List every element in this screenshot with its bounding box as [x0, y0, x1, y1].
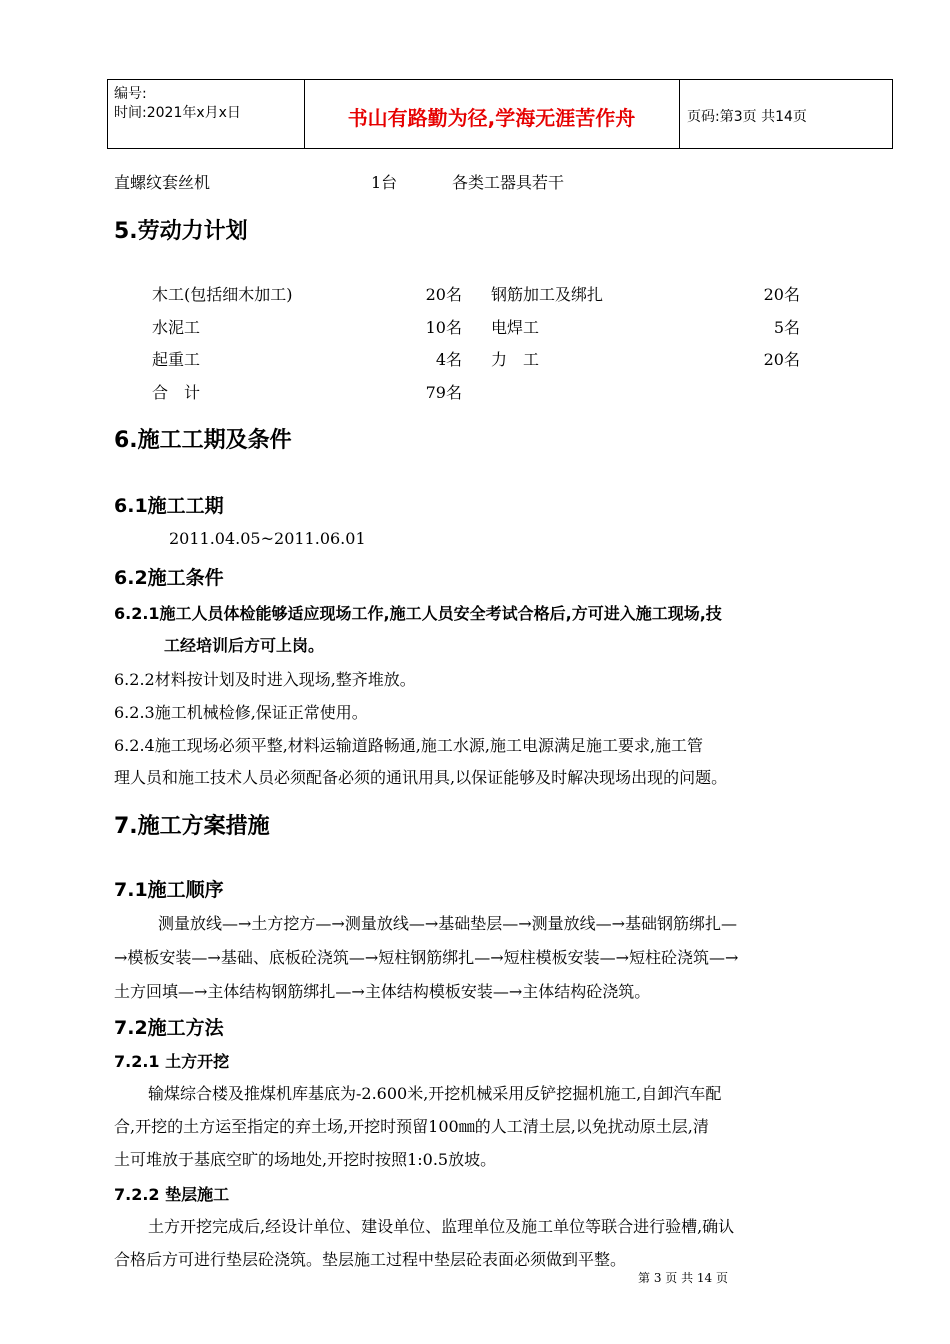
condition-item-1-line2: 工经培训后方可上岗。 [164, 636, 325, 655]
condition-item-3: 6.2.3施工机械检修,保证正常使用。 [114, 703, 368, 722]
labor-left-count: 20名 [425, 285, 462, 304]
labor-total-label: 合 计 [152, 383, 201, 402]
section7-2-2-title: 7.2.2 垫层施工 [114, 1185, 230, 1204]
labor-left-name: 起重工 [152, 350, 201, 369]
sequence-line-2: →模板安装—→基础、底板砼浇筑—→短柱钢筋绑扎—→短柱模板安装—→短柱砼浇筑—→ [114, 948, 739, 967]
equipment-tools: 各类工器具若干 [452, 173, 565, 192]
equipment-count: 1台 [371, 173, 398, 192]
motto-text: 书山有路勤为径,学海无涯苦作舟 [347, 106, 636, 130]
section7-2-1-title: 7.2.1 土方开挖 [114, 1052, 230, 1071]
sequence-line-3: 土方回填—→主体结构钢筋绑扎—→主体结构模板安装—→主体结构砼浇筑。 [114, 982, 651, 1001]
header-motto-cell [304, 80, 680, 148]
excavation-line-2: 合,开挖的土方运至指定的弃土场,开挖时预留100㎜的人工清土层,以免扰动原土层,清 [114, 1117, 709, 1136]
excavation-line-3: 土可堆放于基底空旷的场地处,开挖时按照1:0.5放坡。 [114, 1150, 497, 1169]
section7-1-title: 7.1施工顺序 [114, 879, 224, 901]
labor-left-name: 水泥工 [152, 318, 201, 337]
section6-2-title: 6.2施工条件 [114, 567, 224, 589]
time-label: 时间:2021年x月x日 [114, 105, 241, 121]
labor-total-count: 79名 [425, 383, 462, 402]
header-meta-cell [108, 80, 305, 148]
labor-right-name: 电焊工 [491, 318, 540, 337]
labor-right-count: 20名 [763, 350, 800, 369]
number-label: 编号: [114, 86, 147, 102]
page-label: 页码:第3页 共14页 [687, 109, 807, 125]
section6-1-title: 6.1施工工期 [114, 495, 224, 517]
condition-item-4-line1: 6.2.4施工现场必须平整,材料运输道路畅通,施工水源,施工电源满足施工要求,施工管 [114, 736, 704, 755]
section7-2-title: 7.2施工方法 [114, 1017, 224, 1039]
header-table [107, 79, 893, 149]
condition-item-2: 6.2.2材料按计划及时进入现场,整齐堆放。 [114, 670, 416, 689]
header-page-cell [679, 80, 892, 148]
labor-right-count: 20名 [763, 285, 800, 304]
condition-item-4-line2: 理人员和施工技术人员必须配备必须的通讯用具,以保证能够及时解决现场出现的问题。 [114, 768, 728, 787]
construction-period: 2011.04.05~2011.06.01 [169, 529, 366, 548]
excavation-line-1: 输煤综合楼及推煤机库基底为-2.600米,开挖机械采用反铲挖掘机施工,自卸汽车配 [148, 1084, 722, 1103]
section7-title: 7.施工方案措施 [114, 814, 270, 839]
labor-left-count: 4名 [435, 350, 462, 369]
labor-left-count: 10名 [425, 318, 462, 337]
cushion-line-2: 合格后方可进行垫层砼浇筑。垫层施工过程中垫层砼表面必须做到平整。 [114, 1250, 627, 1269]
section5-title: 5.劳动力计划 [114, 219, 248, 244]
labor-right-count: 5名 [773, 318, 800, 337]
footer-page-number: 第 3 页 共 14 页 [638, 1271, 728, 1285]
sequence-line-1: 测量放线—→土方挖方—→测量放线—→基础垫层—→测量放线—→基础钢筋绑扎— [158, 914, 738, 933]
condition-item-1-line1: 6.2.1施工人员体检能够适应现场工作,施工人员安全考试合格后,方可进入施工现场,技 [114, 604, 722, 623]
section6-title: 6.施工工期及条件 [114, 428, 292, 453]
cushion-line-1: 土方开挖完成后,经设计单位、建设单位、监理单位及施工单位等联合进行验槽,确认 [148, 1217, 735, 1236]
labor-left-name: 木工(包括细木加工) [152, 285, 293, 304]
equipment-name: 直螺纹套丝机 [114, 173, 211, 192]
labor-right-name: 力 工 [491, 350, 540, 369]
labor-right-name: 钢筋加工及绑扎 [491, 285, 604, 304]
